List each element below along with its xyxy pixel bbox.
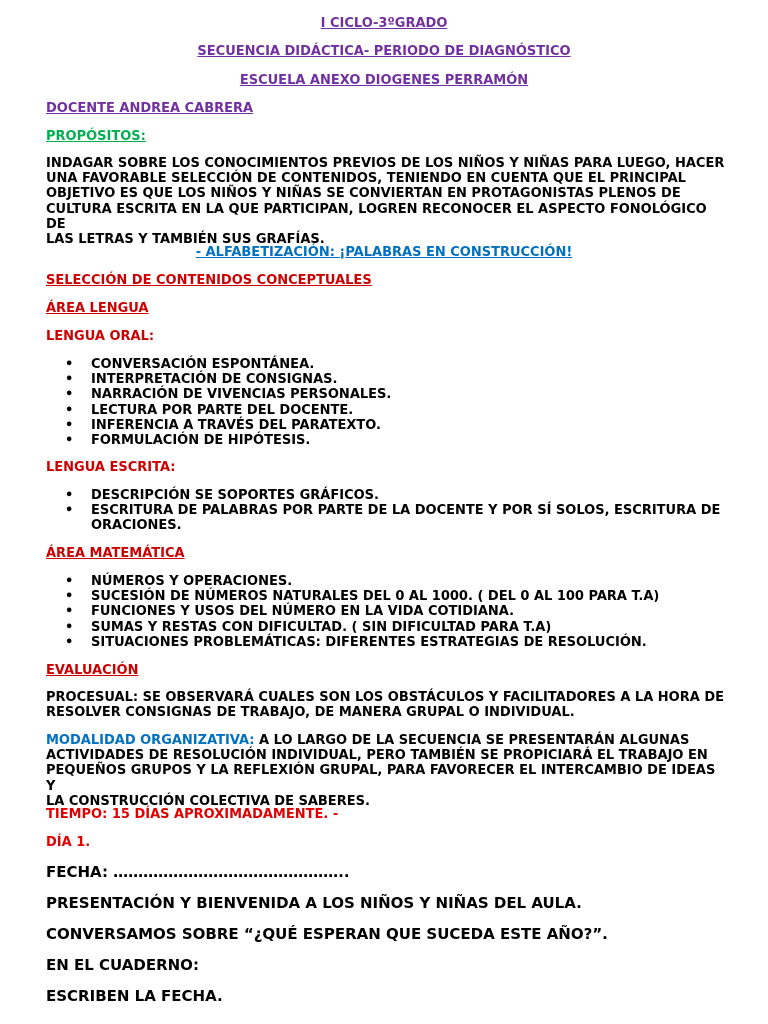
- header-escuela: ESCUELA ANEXO DIOGENES PERRAMÓN: [239, 73, 529, 88]
- dia-heading: DÍA 1.: [46, 835, 91, 850]
- lengua-escrita-heading: LENGUA ESCRITA:: [46, 460, 176, 475]
- list-item: • LECTURA POR PARTE DEL DOCENTE.: [46, 403, 391, 418]
- propositos-text: [46, 156, 726, 247]
- presentacion-line: PRESENTACIÓN Y BIENVENIDA A LOS NIÑOS Y NIÑAS DEL AULA.: [46, 894, 582, 912]
- evaluacion-line: RESOLVER CONSIGNAS DE TRABAJO, DE MANERA GRUPAL O INDIVIDUAL.: [46, 705, 575, 721]
- evaluacion-line: PROCESUAL: SE OBSERVARÁ CUALES SON LOS OBSTÁCULOS Y FACILITADORES A LA HORA DE: [46, 690, 724, 705]
- propositos-heading: PROPÓSITOS:: [46, 129, 146, 144]
- list-item: • SUMAS Y RESTAS CON DIFICULTAD. ( SIN DIFICULTAD PARA T.A): [46, 620, 659, 635]
- modalidad-line: ACTIVIDADES DE RESOLUCIÓN INDIVIDUAL, PERO TAMBIÉN SE PROPICIARÁ EL TRABAJO EN: [46, 748, 708, 764]
- list-item: • SUCESIÓN DE NÚMEROS NATURALES DEL 0 AL 1000. ( DEL 0 AL 100 PARA T.A): [46, 589, 659, 604]
- list-item: • INFERENCIA A TRAVÉS DEL PARATEXTO.: [46, 418, 391, 433]
- list-item: • INTERPRETACIÓN DE CONSIGNAS.: [46, 372, 391, 387]
- fecha-line: FECHA: ………………………………………..: [46, 863, 350, 881]
- header-secuencia: SECUENCIA DIDÁCTICA- PERIODO DE DIAGNÓSTICO: [197, 44, 571, 59]
- evaluacion-heading: EVALUACIÓN: [46, 663, 139, 678]
- list-item: • NÚMEROS Y OPERACIONES.: [46, 574, 659, 589]
- list-item: • DESCRIPCIÓN SE SOPORTES GRÁFICOS.: [46, 488, 720, 503]
- list-item-continuation: ORACIONES.: [91, 518, 182, 534]
- lengua-oral-heading: LENGUA ORAL:: [46, 329, 155, 344]
- list-item: • NARRACIÓN DE VIVENCIAS PERSONALES.: [46, 387, 391, 402]
- modalidad-first-line-rest: A LO LARGO DE LA SECUENCIA SE PRESENTARÁN ALGUNAS: [254, 733, 690, 748]
- list-item: • FUNCIONES Y USOS DEL NÚMERO EN LA VIDA COTIDIANA.: [46, 604, 659, 619]
- lengua-oral-list: [46, 357, 391, 448]
- modalidad-line: LA CONSTRUCCIÓN COLECTIVA DE SABERES.: [46, 793, 370, 809]
- list-item: • SITUACIONES PROBLEMÁTICAS: DIFERENTES ESTRATEGIAS DE RESOLUCIÓN.: [46, 635, 659, 650]
- modalidad-label: MODALIDAD ORGANIZATIVA:: [46, 733, 255, 748]
- conversamos-line: CONVERSAMOS SOBRE “¿QUÉ ESPERAN QUE SUCEDA ESTE AÑO?”.: [46, 925, 608, 943]
- area-lengua-heading: ÁREA LENGUA: [46, 301, 149, 316]
- propositos-line: INDAGAR SOBRE LOS CONOCIMIENTOS PREVIOS DE LOS NIÑOS Y NIÑAS PARA LUEGO, HACER: [46, 156, 725, 171]
- area-matematica-heading: ÁREA MATEMÁTICA: [46, 546, 185, 561]
- header-ciclo: I CICLO-3ºGRADO: [320, 16, 448, 31]
- propositos-line: CULTURA ESCRITA EN LA QUE PARTICIPAN, LOGREN RECONOCER EL ASPECTO FONOLÓGICO DE: [46, 201, 707, 232]
- list-item: • ESCRITURA DE PALABRAS POR PARTE DE LA DOCENTE Y POR SÍ SOLOS, ESCRITURA DE: [46, 503, 720, 518]
- alfabetizacion-title: - ALFABETIZACIÓN: ¡PALABRAS EN CONSTRUCCIÓN!: [195, 245, 573, 260]
- propositos-line: OBJETIVO ES QUE LOS NIÑOS Y NIÑAS SE CONVIERTAN EN PROTAGONISTAS PLENOS DE: [46, 186, 681, 202]
- matematica-list: [46, 574, 659, 650]
- list-item: • FORMULACIÓN DE HIPÓTESIS.: [46, 433, 391, 448]
- tiempo-text: TIEMPO: 15 DÍAS APROXIMADAMENTE. -: [46, 807, 339, 822]
- modalidad-line: PEQUEÑOS GRUPOS Y LA REFLEXIÓN GRUPAL, PARA FAVORECER EL INTERCAMBIO DE IDEAS Y: [46, 763, 716, 794]
- propositos-line: LAS LETRAS Y TAMBIÉN SUS GRAFÍAS.: [46, 232, 325, 248]
- cuaderno-line: EN EL CUADERNO:: [46, 956, 199, 974]
- modalidad-text: [46, 733, 726, 809]
- propositos-line: UNA FAVORABLE SELECCIÓN DE CONTENIDOS, TENIENDO EN CUENTA QUE EL PRINCIPAL: [46, 171, 686, 187]
- lengua-escrita-list: [46, 488, 720, 534]
- escriben-line: ESCRIBEN LA FECHA.: [46, 987, 223, 1005]
- seleccion-heading: SELECCIÓN DE CONTENIDOS CONCEPTUALES: [46, 273, 372, 288]
- list-item: • CONVERSACIÓN ESPONTÁNEA.: [46, 357, 391, 372]
- docente-name: DOCENTE ANDREA CABRERA: [46, 101, 254, 116]
- evaluacion-text: [46, 690, 726, 720]
- modalidad-first-line: [46, 733, 726, 748]
